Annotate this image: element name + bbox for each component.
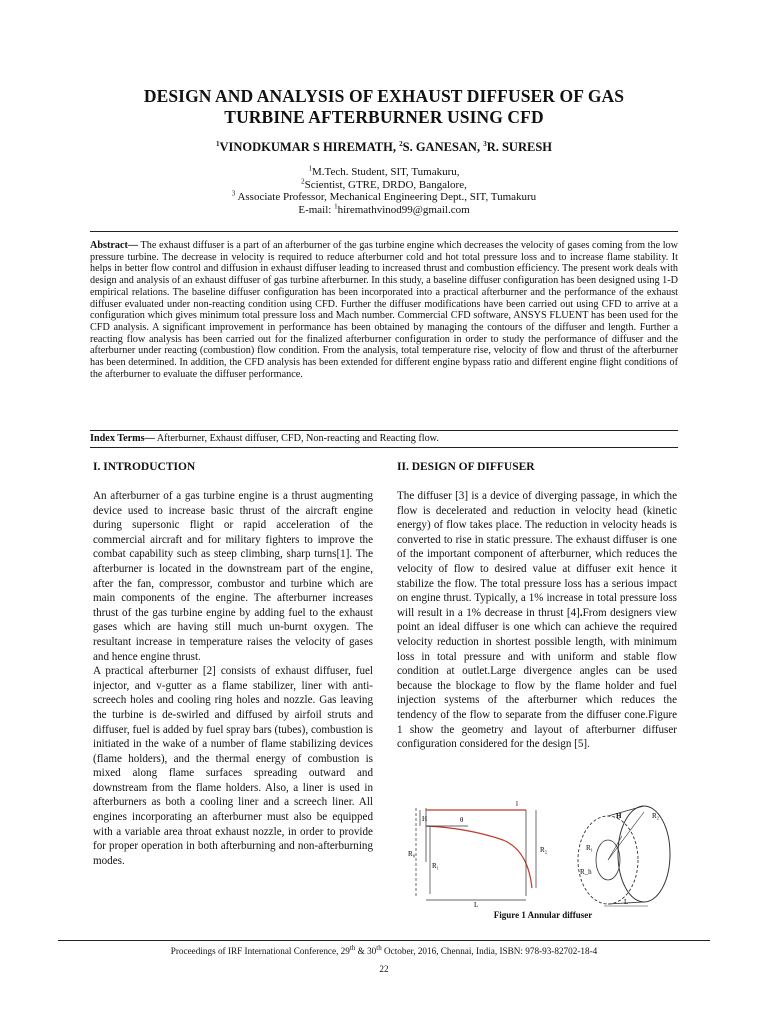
label-l-small: l (516, 800, 518, 808)
figure-1-caption: Figure 1 Annular diffuser (493, 910, 593, 920)
affiliation-3 (60, 191, 708, 204)
affiliation-3-text: Associate Professor, Mechanical Engineering Dept., SIT, Tumakuru (235, 191, 537, 204)
email-line (60, 204, 708, 217)
section-2-text-b: From designers view point an ideal diffuser is one which can achieve the required velocity reduction in shortest possible length, with minimum loss in total pressure and with uniform and stable flow condition at outlet.Large divergence angles can be used because the blockage to flow by the flame holder and fuel injection systems of the afterburner which reduces the tendency of the flow to separate from the diffuser cone.Figure 1 show the geometry and layout of afterburner diffuser configuration considered for the design [5]. (397, 606, 677, 751)
footer-proceedings (40, 943, 728, 956)
author-2-sup: 2 (399, 139, 403, 148)
abstract-label: Abstract— (90, 240, 139, 251)
author-3: R. SURESH (486, 140, 552, 154)
affiliations (60, 166, 708, 216)
cone-top-line (608, 806, 644, 816)
abstract-top-rule (90, 231, 678, 232)
section-2-bold-dot: . (579, 606, 583, 619)
paper-title (90, 86, 678, 128)
footer-sup-a: th (349, 943, 356, 952)
page-number: 22 (379, 964, 389, 974)
index-terms-text: Afterburner, Exhaust diffuser, CFD, Non-reacting and Reacting flow. (154, 433, 439, 444)
footer-text-a: Proceedings of IRF International Conference, 29 (170, 946, 350, 956)
label-r2-cone: R₂ (652, 812, 660, 820)
figure-1-annular-diffuser (408, 796, 678, 908)
label-h-cone: H (616, 812, 622, 820)
figure-1-diagram (408, 796, 678, 908)
footer-sup-b: th (376, 943, 382, 952)
title-line-2: TURBINE AFTERBURNER USING CFD (224, 107, 544, 127)
affiliation-2 (60, 176, 708, 192)
abstract (90, 240, 678, 380)
affiliation-2-sup: 2 (301, 176, 305, 185)
label-length: L (474, 901, 479, 908)
email-label: E-mail: (298, 203, 335, 216)
label-length-cone: L (624, 898, 629, 906)
label-r1-cone: R₁ (586, 844, 594, 852)
affiliation-2-text: Scientist, GTRE, DRDO, Bangalore, (304, 178, 467, 191)
index-terms-label: Index Terms— (90, 433, 155, 444)
inner-wall-curve (426, 826, 532, 888)
label-r0: R₀ (408, 850, 416, 858)
section-2-body (397, 489, 677, 752)
label-r1: R₁ (432, 862, 440, 870)
label-r2: R₂ (540, 846, 548, 854)
author-list (60, 140, 708, 155)
affiliation-1-sup: 1 (308, 164, 312, 173)
section-2-heading: II. DESIGN OF DIFFUSER (397, 461, 535, 473)
outer-cone-ellipse (618, 806, 670, 902)
label-theta: θ (460, 816, 464, 824)
section-1-body (93, 489, 373, 868)
footer-rule (58, 940, 710, 941)
section-1-paragraph-2: A practical afterburner [2] consists of exhaust diffuser, fuel injector, and v-gutter as a flame stabilizer, liner with anti-screech holes and cooling ring holes and nozzle. Gas leaving the turbine is de-swirled and diffused by airfoil struts and diffuser, fuel is added by fuel spray bars (tubes), combustion is initiated in the wake of a number of flame stabilizing devices (flame holders), and the thermal energy of combustion is mixed along flame surfaces spreading outward and downstream from the flame holders. Also, a liner is used in afterburners as both a cooling liner and a screech liner. All engines incorporating an afterburner must also be equipped with a variable area throat exhaust nozzle, in order to provide for proper operation in both afterburning and non-afterburning modes. (93, 665, 373, 867)
section-2-paragraph-1 (397, 489, 677, 752)
section-1-heading: I. INTRODUCTION (93, 461, 196, 473)
affiliation-1 (60, 166, 708, 179)
label-rh-cone: R_h (580, 868, 592, 876)
author-1: VINODKUMAR S HIREMATH, (219, 140, 400, 154)
affiliation-3-sup: 3 (231, 189, 236, 198)
email-address[interactable]: hiremathvinod99@gmail.com (337, 203, 470, 216)
author-3-sup: 3 (483, 139, 487, 148)
affiliation-1-text: M.Tech. Student, SIT, Tumakuru, (311, 166, 460, 178)
index-terms-top-rule (90, 430, 678, 431)
email-sup: 1 (334, 202, 338, 211)
title-line-1: DESIGN AND ANALYSIS OF EXHAUST DIFFUSER OF GAS (143, 86, 625, 106)
section-2-text-a: The diffuser [3] is a device of diverging passage, in which the flow is decelerated and reduction in velocity head (kinetic energy) of flow takes place. The reduction in velocity heads is converted to rise in static pressure. The exhaust diffuser is one of the important component of afterburner, which reduces the velocity of flow to desired value at diffuser exit hence it stabilize the flow. The total pressure loss has a serious impact on engine thrust. Typically, a 1% increase in total pressure loss will result in a 1% decrease in thrust [4] (397, 490, 677, 619)
abstract-text: The exhaust diffuser is a part of an afterburner of the gas turbine engine which decreases the velocity of gases coming from the low pressure turbine. The decrease in velocity is required to reduce afterburner cold and hot total pressure loss and to increase flame stability. It helps in better flow control and diffusion in exhaust diffuser leading to increased thrust and combustion efficiency. The present work deals with design and analysis of an exhaust diffuser of gas turbine afterburner. In this study, a baseline diffuser configuration has been designed using 1-D empirical relations. The baseline diffuser configuration has been incorporated into a practical afterburner and the performance of the exhaust diffuser evaluated under non-reacting condition using CFD. Further the diffuser modifications have been carried out using CFD to arrive at a configuration which gives minimum total pressure loss and Mach number. Commercial CFD software, ANSYS FLUENT has been used for the CFD analysis. A significant improvement in performance has been obtained by managing the contours of the diffuser and length. Further a reacting flow analysis has been carried out for the finalized afterburner configuration in order to study the performance of diffuser and the afterburner under reacting (combustion) flow condition. From the analysis, total temperature rise, velocity of flow and thrust of the afterburner has been determined. In addition, the CFD analysis has been extended for different engine bypass ratio and different engine flight conditions of the afterburner to evaluate the diffuser performance. (90, 240, 678, 380)
author-1-sup: 1 (215, 139, 220, 148)
footer-text-c: October, 2016, Chennai, India, ISBN: 978-93-82702-18-4 (381, 946, 598, 956)
index-terms (90, 433, 678, 445)
footer-text-b: & 30 (355, 946, 377, 956)
author-2: S. GANESAN, (402, 140, 484, 154)
label-h: H (422, 815, 428, 823)
section-1-paragraph-1: An afterburner of a gas turbine engine is a thrust augmenting device used to increase basic thrust of the aircraft engine during supersonic flight or rapid acceleration of the commercial aircraft and for military fighters to improve the combat capability such as steep climbing, sharp turns[1]. The afterburner is located in the downstream part of the engine, after the fan, compressor, combustor and turbine which are main components of the engine. The afterburner increases thrust of the gas turbine engine by adding fuel to the exhaust gases which are having still much un-burnt oxygen. The resultant increase in temperature raises the velocity of gases and hence engine thrust. (93, 490, 373, 663)
index-terms-bottom-rule (90, 447, 678, 448)
